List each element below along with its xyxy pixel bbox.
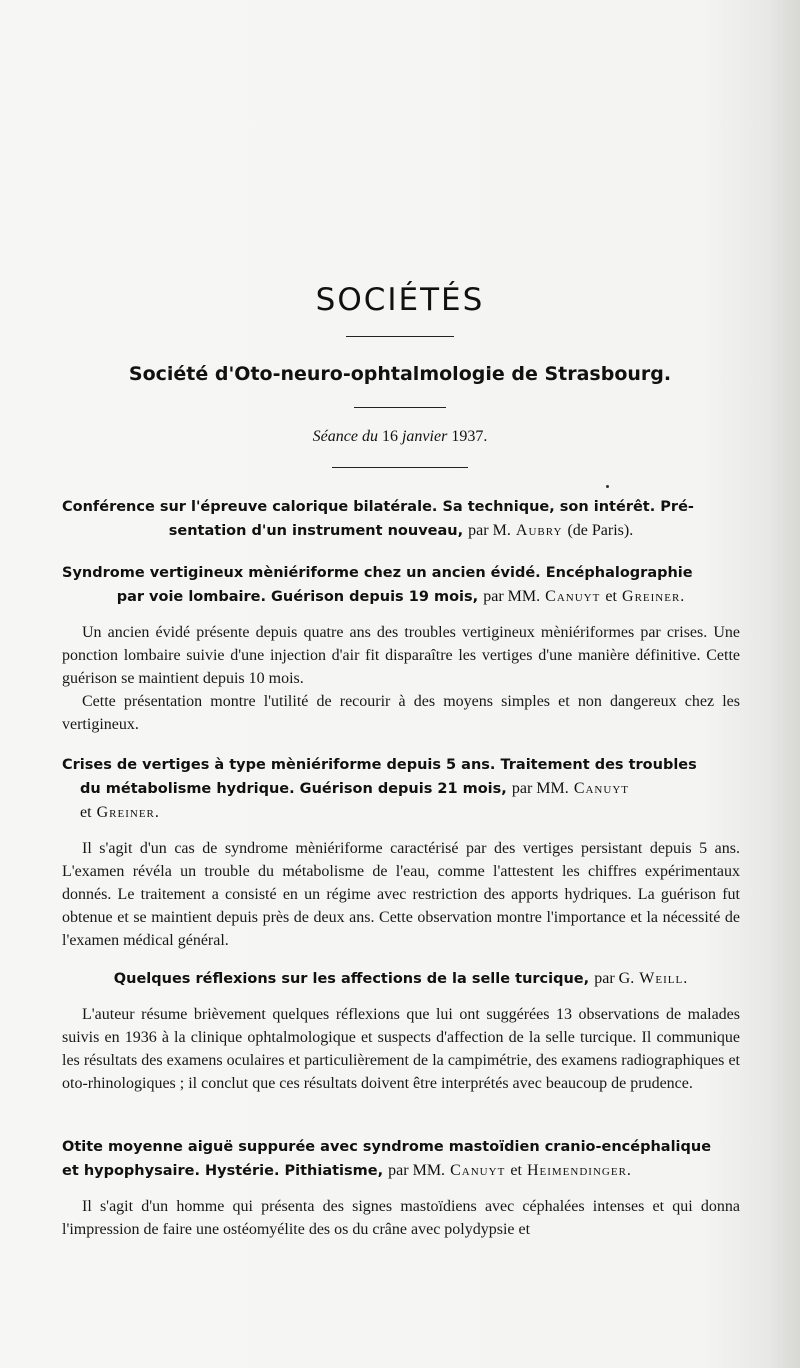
session-day: 16 — [381, 428, 398, 445]
section-heading — [62, 562, 740, 609]
section-canuyt-greiner-1 — [62, 562, 740, 736]
title-rule — [346, 336, 454, 337]
heading-affiliation: (de Paris). — [567, 522, 634, 539]
section-aubry — [62, 496, 740, 543]
heading-author: Weill. — [639, 970, 689, 987]
section-heading — [62, 754, 740, 825]
heading-text: sentation d'un instrument nouveau, — [168, 523, 464, 539]
session-year: 1937. — [451, 428, 488, 445]
heading-by: par M. — [468, 522, 511, 539]
heading-by: par MM. — [511, 780, 569, 797]
heading-text: et hypophysaire. Hystérie. Pithiatisme, — [62, 1163, 384, 1179]
section-heading — [62, 967, 740, 991]
heading-line — [62, 519, 740, 543]
body-paragraph: Il s'agit d'un cas de syndrome mèniériforme caractérisé par des vertiges persistant depuis 5 ans. L'examen révéla un trouble du métabolisme de l'eau, comme l'attestent les chiffres expérimentaux donnés. Le traitement a consisté en un régime avec restriction des apports hydriques. La guérison fut obtenue et se maintient depuis près de deux ans. Cette observation montre l'importance et la nécessité de l'examen médical général. — [62, 840, 740, 949]
heading-line — [62, 585, 740, 609]
heading-author: Canuyt — [545, 588, 601, 605]
heading-author: Canuyt — [573, 780, 629, 797]
heading-by: par MM. — [483, 588, 541, 605]
heading-author: Heimendinger. — [526, 1162, 632, 1179]
session-label: Séance du — [312, 428, 378, 445]
session-month: janvier — [401, 428, 448, 445]
page-title: SOCIÉTÉS — [315, 282, 485, 318]
session-rule — [332, 467, 468, 468]
heading-author: Greiner. — [622, 588, 686, 605]
session-date — [0, 428, 800, 446]
heading-text: du métabolisme hydrique. Guérison depuis 21 mois, — [80, 781, 507, 797]
heading-text: Quelques réflexions sur les affections de la selle turcique, — [113, 971, 590, 987]
heading-line — [62, 1159, 740, 1183]
heading-line: Crises de vertiges à type mèniériforme depuis 5 ans. Traitement des troubles — [62, 757, 697, 773]
heading-line: Conférence sur l'épreuve calorique bilatérale. Sa technique, son intérêt. Pré- — [62, 499, 694, 515]
section-weill — [62, 967, 740, 1095]
heading-line: Syndrome vertigineux mèniériforme chez un ancien évidé. Encéphalographie — [62, 565, 693, 581]
heading-by: par G. — [594, 970, 635, 987]
body-paragraph: L'auteur résume brièvement quelques réflexions que lui ont suggérées 13 observations de malades suivis en 1936 à la clinique ophtalmologique et suspects d'affection de la selle turcique. Il communique les résultats des examens oculaires et particulièrement de la campimétrie, des examens radiographiques et oto-rhinologiques ; il conclut que ces résultats doivent être interprétés avec beaucoup de prudence. — [62, 1006, 740, 1092]
heading-author: Canuyt — [450, 1162, 506, 1179]
heading-line: Otite moyenne aiguë suppurée avec syndrome mastoïdien cranio-encéphalique — [62, 1139, 712, 1155]
society-rule — [354, 407, 446, 408]
heading-text: par voie lombaire. Guérison depuis 19 mois, — [116, 589, 479, 605]
section-heading — [62, 1136, 740, 1183]
print-speck — [606, 485, 609, 488]
heading-author: Greiner. — [96, 804, 160, 821]
heading-and: et — [605, 588, 617, 605]
body-paragraph: Cette présentation montre l'utilité de recourir à des moyens simples et non dangereux chez les vertigineux. — [62, 693, 740, 733]
heading-and: et — [510, 1162, 522, 1179]
body-paragraph: Il s'agit d'un homme qui présenta des signes mastoïdiens avec céphalées intenses et qui donna l'impression de faire une ostéomyélite des os du crâne avec polydypsie et — [62, 1198, 740, 1238]
heading-line — [62, 777, 740, 801]
section-canuyt-heimendinger — [62, 1136, 740, 1241]
heading-line — [62, 801, 740, 825]
heading-author: Aubry — [515, 522, 563, 539]
heading-by: par MM. — [388, 1162, 446, 1179]
society-name: Société d'Oto-neuro-ophtalmologie de Strasbourg. — [128, 363, 672, 385]
section-heading — [62, 496, 740, 543]
body-paragraph: Un ancien évidé présente depuis quatre ans des troubles vertigineux mèniériformes par crises. Une ponction lombaire suivie d'une injection d'air fit disparaître les vertiges d'une manière définitive. Cette guérison se maintient depuis 10 mois. — [62, 624, 740, 687]
section-canuyt-greiner-2 — [62, 754, 740, 952]
heading-and: et — [80, 804, 92, 821]
